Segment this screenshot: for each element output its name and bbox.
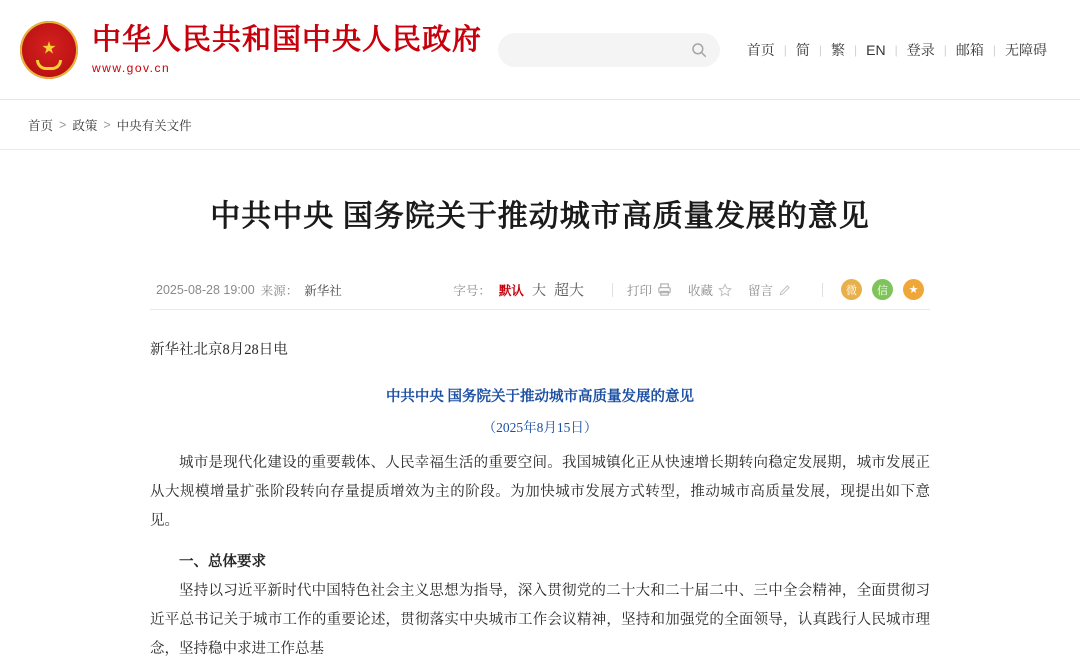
site-header — [0, 0, 1080, 100]
favorite-label: 收藏 — [687, 283, 713, 298]
breadcrumb-separator: > — [59, 117, 67, 132]
nav-separator: | — [818, 42, 823, 57]
nav-item-traditional[interactable]: 繁 — [831, 41, 846, 58]
fontsize-group — [453, 279, 584, 300]
article-body — [150, 310, 930, 664]
breadcrumb-item-policy[interactable]: 政策 — [72, 118, 98, 133]
breadcrumb-item-central-documents[interactable]: 中央有关文件 — [116, 118, 192, 133]
dateline: 新华社北京8月28日电 — [150, 342, 288, 358]
meta-left — [156, 281, 342, 299]
nav-separator: | — [894, 42, 898, 57]
favorite-share-icon[interactable]: ★ — [903, 279, 924, 300]
nav-separator: | — [854, 42, 858, 57]
paragraph: 坚持以习近平新时代中国特色社会主义思想为指导，深入贯彻党的二十大和二十届二中、三中全会精神，全面贯彻习近平总书记关于城市工作的重要论述，贯彻落实中央城市工作会议精神，坚持和加强党的全面领导，认真践行人民城市理念，坚持稳中求进工作总基 — [150, 583, 930, 657]
source-label: 来源： — [260, 283, 299, 298]
page-title: 中共中央 国务院关于推动城市高质量发展的意见 — [210, 200, 870, 233]
article-meta-bar — [150, 270, 930, 310]
section-heading: 一、总体要求 — [179, 554, 266, 570]
nav-item-simplified[interactable]: 简 — [795, 41, 810, 58]
nav-item-home[interactable]: 首页 — [746, 41, 775, 58]
printer-icon — [657, 282, 672, 297]
header-right — [498, 33, 1056, 67]
pencil-icon — [778, 283, 792, 297]
document-title: 中共中央 国务院关于推动城市高质量发展的意见 — [385, 389, 695, 405]
fontsize-default-button[interactable]: 默认 — [498, 283, 524, 298]
print-label: 打印 — [626, 283, 652, 298]
search-icon[interactable] — [690, 41, 708, 59]
nav-item-accessibility[interactable]: 无障碍 — [1005, 41, 1047, 58]
social-share-group — [841, 279, 924, 300]
brand-subtitle: www.gov.cn — [92, 61, 171, 76]
national-emblem-icon: ★ — [20, 21, 78, 79]
search-box[interactable] — [498, 33, 720, 67]
nav-separator: | — [943, 42, 947, 57]
message-label: 留言 — [747, 283, 773, 298]
brand-title: 中华人民共和国中央人民政府 — [92, 23, 483, 56]
message-button[interactable] — [748, 281, 792, 299]
divider — [822, 283, 823, 297]
meta-right — [453, 279, 924, 300]
search-input[interactable] — [510, 41, 690, 58]
print-button[interactable] — [627, 281, 672, 299]
nav-separator: | — [783, 42, 787, 57]
breadcrumb-item-home[interactable]: 首页 — [28, 118, 54, 133]
fontsize-label: 字号： — [453, 283, 491, 298]
breadcrumb-separator: > — [103, 117, 111, 132]
source-name: 新华社 — [304, 283, 342, 298]
document-date: （2025年8月15日） — [482, 420, 598, 435]
fontsize-large-button[interactable]: 大 — [531, 281, 546, 298]
fontsize-xlarge-button[interactable]: 超大 — [553, 282, 584, 299]
article — [0, 150, 1080, 664]
favorite-button[interactable] — [688, 281, 732, 299]
star-icon — [718, 283, 732, 297]
nav-item-english[interactable]: EN — [866, 41, 886, 58]
divider — [612, 283, 613, 297]
weibo-share-icon[interactable]: 微 — [841, 279, 862, 300]
nav-item-login[interactable]: 登录 — [906, 41, 935, 58]
site-brand[interactable] — [20, 21, 482, 79]
publish-datetime: 2025-08-28 19:00 — [156, 282, 255, 297]
nav-separator: | — [992, 42, 996, 57]
wechat-share-icon[interactable]: 信 — [872, 279, 893, 300]
header-nav — [738, 40, 1056, 60]
breadcrumb — [0, 100, 1080, 150]
paragraph: 城市是现代化建设的重要载体、人民幸福生活的重要空间。我国城镇化正从快速增长期转向稳定发展期，城市发展正从大规模增量扩张阶段转向存量提质增效为主的阶段。为加快城市发展方式转型，推动城市高质量发展，现提出如下意见。 — [150, 455, 930, 529]
nav-item-mail[interactable]: 邮箱 — [955, 41, 984, 58]
